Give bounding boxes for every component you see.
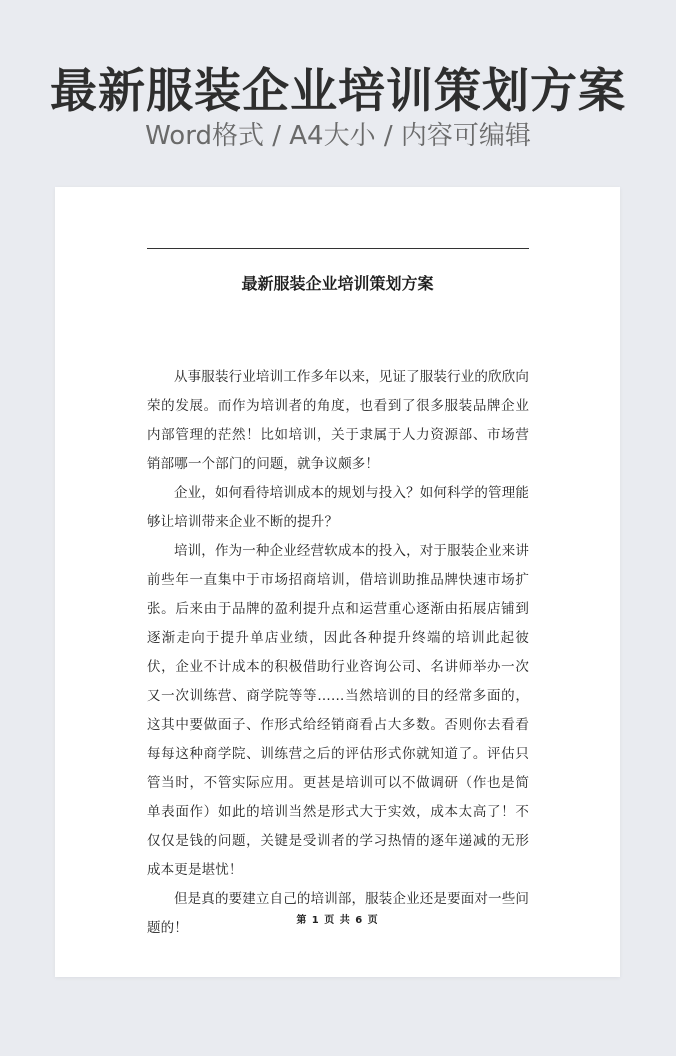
- page-number-footer: 第 1 页 共 6 页: [296, 915, 379, 926]
- document-page: [55, 187, 620, 977]
- paragraph-3: 培训，作为一种企业经营软成本的投入，对于服装企业来讲前些年一直集中于市场招商培训，借培训助推品牌快速市场扩张。后来由于品牌的盈利提升点和运营重心逐渐由拓展店铺到逐渐走向于提升单店业绩，因此各种提升终端的培训此起彼伏，企业不计成本的积极借助行业咨询公司、名讲师举办一次又一次训练营、商学院等等……当然培训的目的经常多面的，这其中要做面子、作形式给经销商看占大多数。否则你去看看每每这种商学院、训练营之后的评估形式你就知道了。评估只管当时，不管实际应用。更甚是培训可以不做调研（作也是简单表面作）如此的培训当然是形式大于实效，成本太高了！不仅仅是钱的问题，关键是受训者的学习热情的逐年递减的无形成本更是堪忧！: [147, 543, 529, 878]
- paragraph-1: 从事服装行业培训工作多年以来，见证了服装行业的欣欣向荣的发展。而作为培训者的角度，也看到了很多服装品牌企业内部管理的茫然！比如培训，关于隶属于人力资源部、市场营销部哪一个部门的问题，就争议颇多！: [147, 369, 529, 472]
- document-body: [147, 363, 529, 943]
- document-title: 最新服装企业培训策划方案: [241, 274, 434, 293]
- banner-title: 最新服装企业培训策划方案: [50, 64, 626, 119]
- paragraph-2: 企业，如何看待培训成本的规划与投入？如何科学的管理能够让培训带来企业不断的提升？: [147, 485, 529, 530]
- banner-subtitle: Word格式 / A4大小 / 内容可编辑: [145, 121, 531, 151]
- paragraph-4: 但是真的要建立自己的培训部，服装企业还是要面对一些问题的！: [147, 891, 529, 936]
- header-rule: [147, 248, 529, 249]
